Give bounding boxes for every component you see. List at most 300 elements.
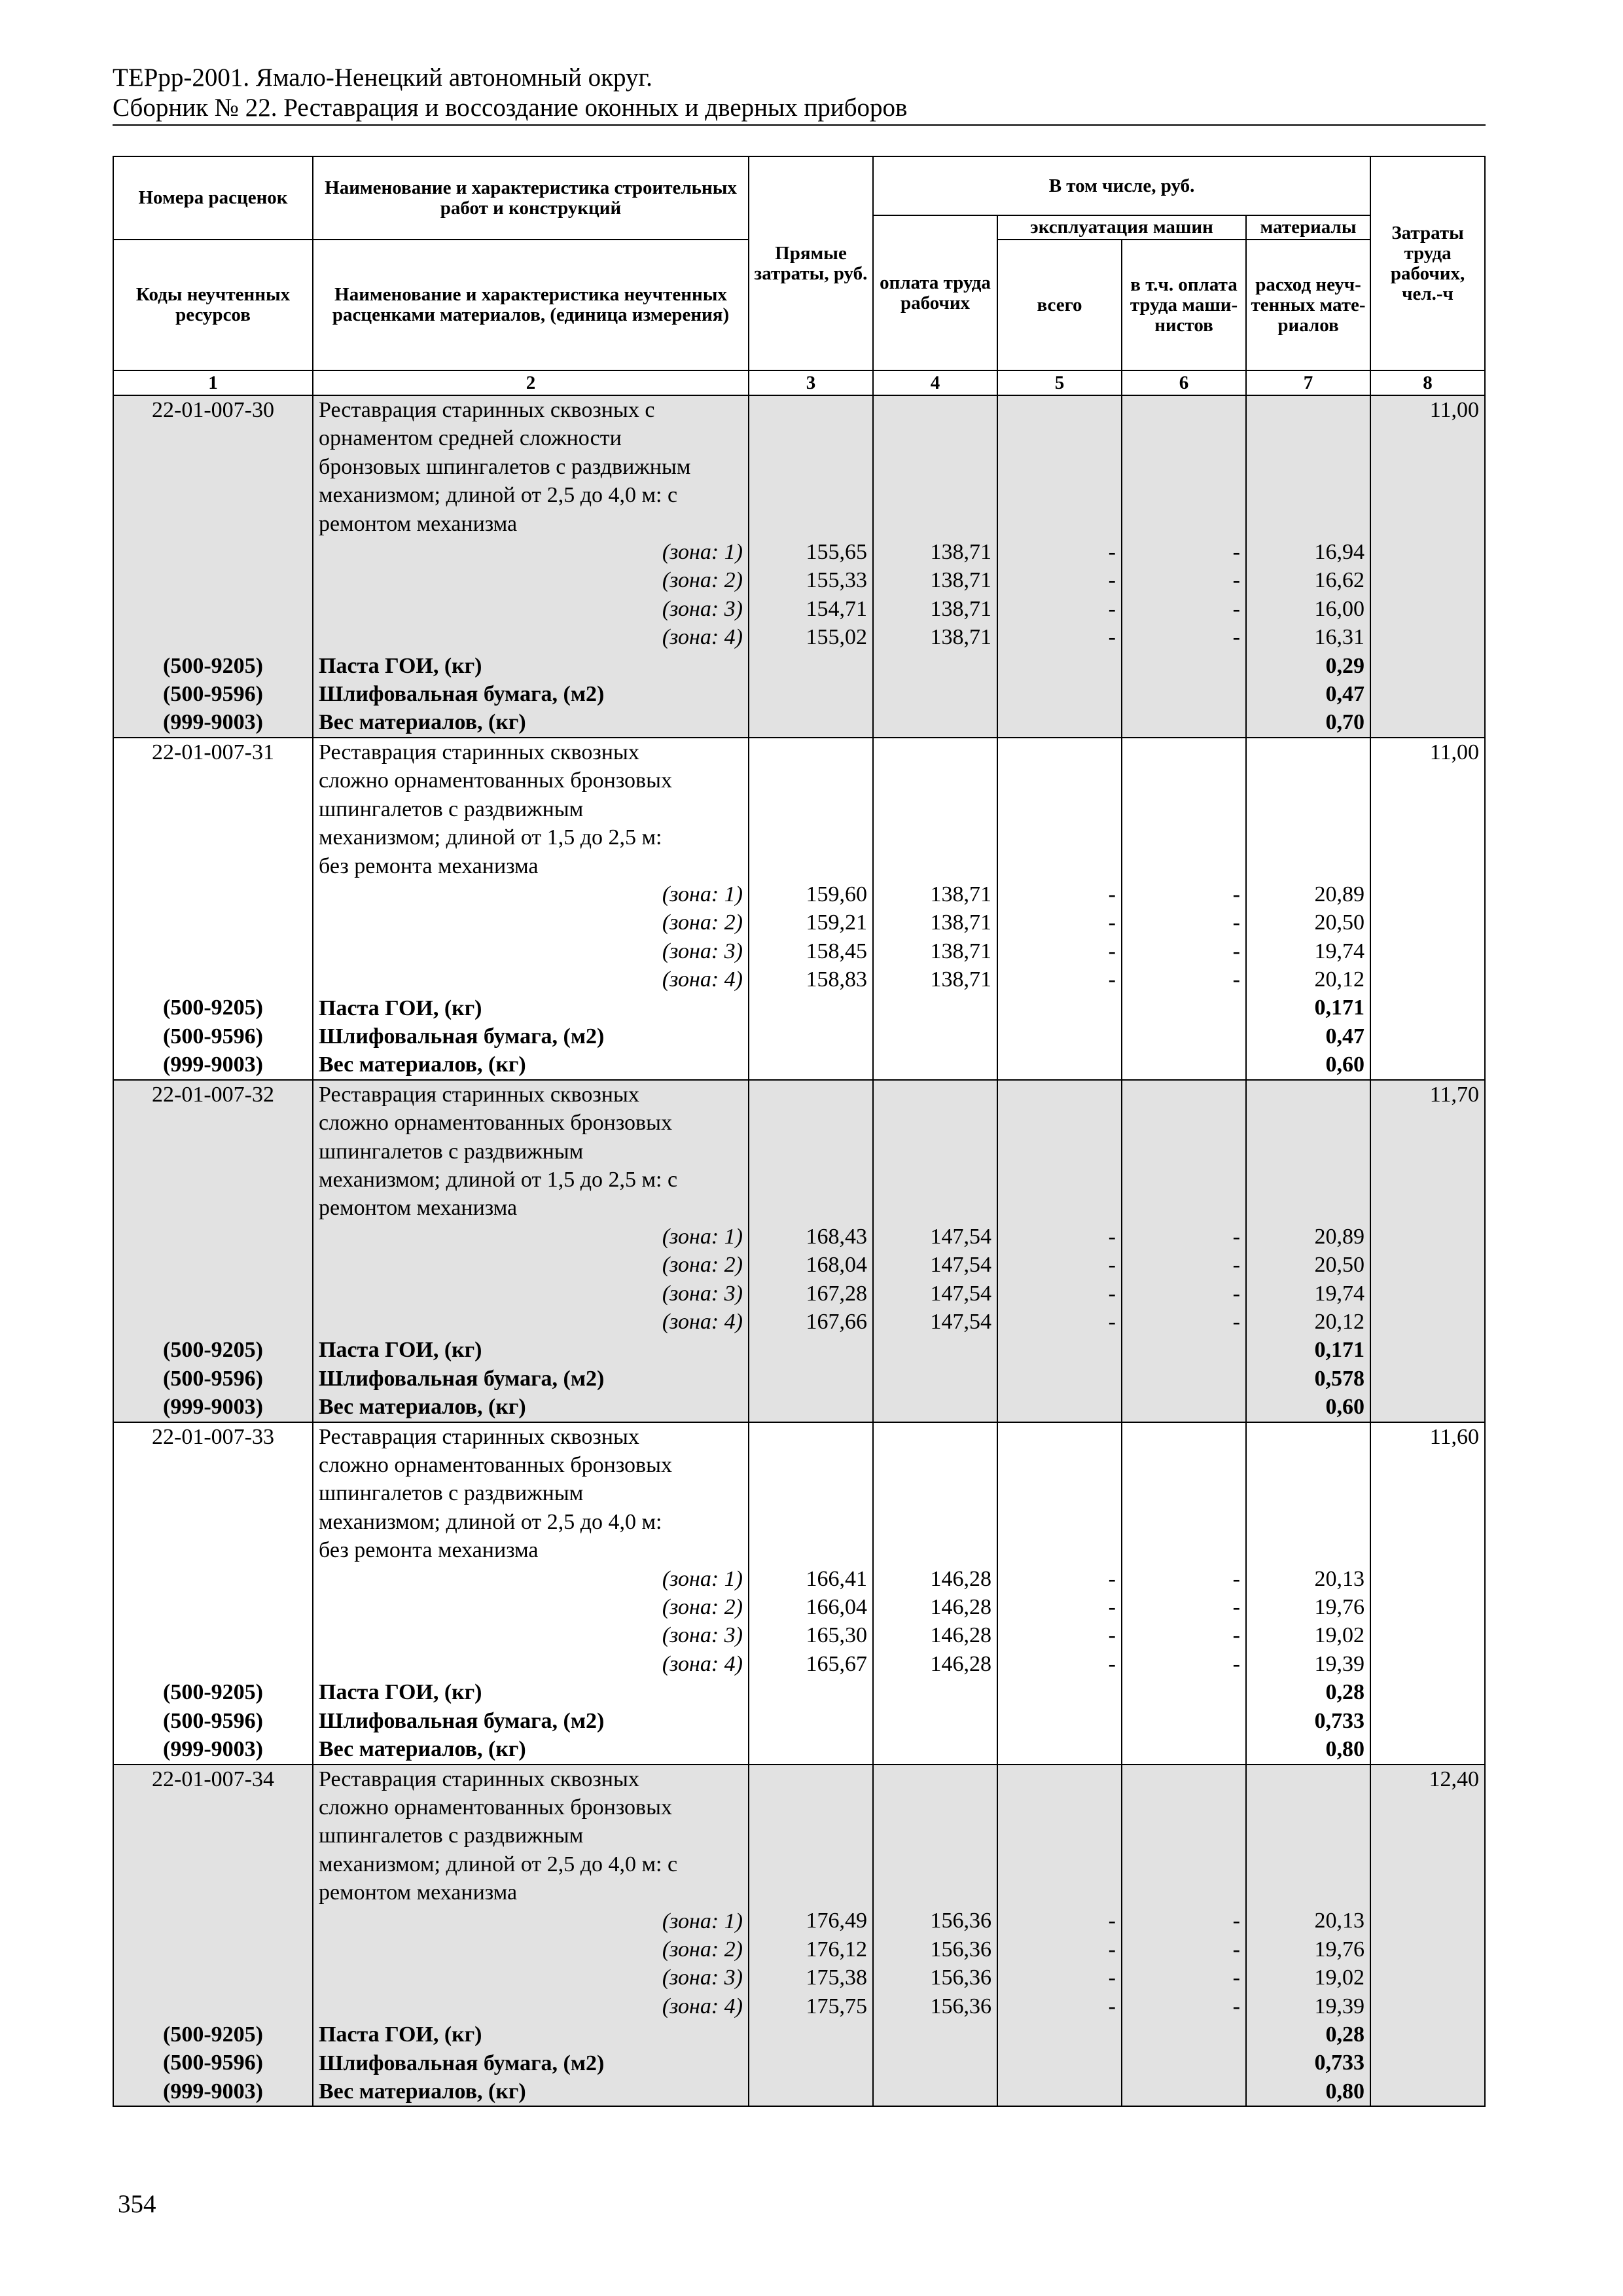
machinists-pay-value: - [1232, 967, 1240, 992]
machinists-pay-value: - [1232, 1253, 1240, 1278]
blank-line [119, 1850, 307, 1878]
resource-quantity: 0,28 [1325, 1680, 1365, 1705]
blank-line [1128, 1194, 1240, 1222]
zone-label: (зона: 2) [662, 910, 743, 935]
machines-total-value: - [1108, 1994, 1116, 2018]
resource-name: Шлифовальная бумага, (м2) [319, 1024, 605, 1049]
work-description-line: механизмом; длиной от 2,5 до 4,0 м: [319, 1509, 662, 1534]
labor-pay-cell [873, 738, 997, 1080]
column-number: 2 [313, 370, 749, 395]
labor-hours-value: 11,60 [1429, 1424, 1480, 1449]
machinists-pay-value: - [1232, 1594, 1240, 1619]
labor-pay-heading: оплата труда рабочих [873, 215, 997, 370]
zone-label: (зона: 1) [662, 882, 743, 906]
blank-line [119, 1992, 307, 2020]
blank-line [879, 424, 991, 452]
machinists-pay-cell [1122, 738, 1246, 1080]
resource-name: Вес материалов, (кг) [319, 2079, 526, 2104]
direct-cost-cell [749, 1080, 873, 1422]
zone-label: (зона: 1) [662, 1566, 743, 1591]
resource-code: (500-9596) [163, 1366, 263, 1391]
work-description-line: механизмом; длиной от 2,5 до 4,0 м: с [319, 1852, 678, 1876]
blank-line [755, 1166, 867, 1194]
col2-bottom-heading: Наименование и характеристика неучтенных расценками материалов, (единица измерения) [313, 240, 749, 370]
resource-code: (500-9596) [163, 2051, 263, 2075]
blank-line [119, 623, 307, 651]
blank-line [879, 766, 991, 795]
resource-quantity: 0,171 [1314, 996, 1365, 1020]
labor-cost-heading: Затраты труда рабочих, чел.-ч [1370, 156, 1485, 370]
direct-cost-cell [749, 1422, 873, 1765]
blank-line [1252, 795, 1364, 823]
direct-cost-value: 165,30 [806, 1623, 867, 1648]
blank-line [755, 1451, 867, 1479]
materials-value: 20,13 [1314, 1909, 1365, 1933]
blank-line [879, 1536, 991, 1564]
blank-line [119, 595, 307, 623]
materials-value: 16,94 [1314, 539, 1365, 564]
blank-line [1003, 1166, 1116, 1194]
blank-line [119, 823, 307, 852]
resource-quantity: 0,28 [1325, 2022, 1365, 2047]
blank-line [1128, 1878, 1240, 1907]
blank-line [119, 1194, 307, 1222]
resource-code: (500-9205) [163, 2022, 263, 2047]
blank-line [879, 823, 991, 852]
blank-line [755, 1878, 867, 1907]
resource-code: (999-9003) [163, 1736, 263, 1761]
blank-line [755, 795, 867, 823]
blank-line [1003, 1081, 1116, 1109]
direct-cost-value: 167,28 [806, 1281, 867, 1306]
blank-line [879, 795, 991, 823]
work-description-line: бронзовых шпингалетов с раздвижным [319, 454, 691, 479]
machines-heading: эксплуатация машин [997, 215, 1246, 240]
zone-label: (зона: 3) [662, 1623, 743, 1648]
machines-total-value: - [1108, 1566, 1116, 1591]
rate-code-cell [113, 1765, 313, 2107]
machines-total-value: - [1108, 1253, 1116, 1278]
resource-quantity: 0,29 [1325, 653, 1365, 678]
blank-line [1003, 481, 1116, 509]
description-cell [313, 1765, 749, 2107]
blank-line [119, 1935, 307, 1964]
resource-quantity: 0,733 [1314, 2051, 1365, 2075]
labor-hours-value: 11,00 [1429, 398, 1480, 422]
direct-cost-cell [749, 738, 873, 1080]
labor-hours-cell [1370, 1080, 1485, 1422]
header-line-1: ТЕРрр-2001. Ямало-Ненецкий автономный округ. [113, 63, 652, 92]
machines-total-value: - [1108, 1281, 1116, 1306]
machines-total-value: - [1108, 1965, 1116, 1990]
blank-line [879, 852, 991, 880]
blank-line [1128, 1423, 1240, 1451]
direct-cost-value: 155,65 [806, 539, 867, 564]
resource-quantity: 0,47 [1325, 681, 1365, 706]
zone-label: (зона: 4) [662, 625, 743, 650]
materials-cell [1246, 1080, 1370, 1422]
machines-total-value: - [1108, 1594, 1116, 1619]
blank-line [755, 1138, 867, 1166]
blank-line [119, 1508, 307, 1536]
zone-label: (зона: 4) [662, 1310, 743, 1334]
labor-pay-value: 146,28 [930, 1566, 991, 1591]
blank-line [879, 1194, 991, 1222]
blank-line [1128, 795, 1240, 823]
blank-line [119, 1821, 307, 1850]
blank-line [879, 510, 991, 538]
materials-value: 20,89 [1314, 882, 1365, 906]
rate-code: 22-01-007-33 [152, 1424, 274, 1449]
blank-line [1128, 852, 1240, 880]
zone-label: (зона: 3) [662, 1281, 743, 1306]
resource-code: (500-9596) [163, 1024, 263, 1049]
blank-line [1128, 1821, 1240, 1850]
resource-code: (500-9596) [163, 1708, 263, 1733]
labor-pay-value: 138,71 [930, 625, 991, 650]
materials-cell [1246, 1422, 1370, 1765]
work-description-line: ремонтом механизма [319, 1196, 518, 1221]
blank-line [1003, 795, 1116, 823]
blank-line [1252, 1109, 1364, 1137]
blank-line [1128, 738, 1240, 766]
blank-line [119, 1308, 307, 1336]
blank-line [1003, 1878, 1116, 1907]
labor-pay-value: 138,71 [930, 939, 991, 963]
rate-code: 22-01-007-34 [152, 1767, 274, 1791]
resource-code: (500-9205) [163, 653, 263, 678]
resource-name: Паста ГОИ, (кг) [319, 2022, 482, 2047]
machines-total-value: - [1108, 539, 1116, 564]
blank-line [1128, 1479, 1240, 1507]
zone-label: (зона: 1) [662, 1909, 743, 1933]
blank-line [1128, 1451, 1240, 1479]
resource-code: (999-9003) [163, 1052, 263, 1077]
blank-line [755, 823, 867, 852]
blank-line [1128, 1138, 1240, 1166]
blank-line [879, 1138, 991, 1166]
blank-line [1252, 1850, 1364, 1878]
labor-hours-value: 12,40 [1429, 1767, 1480, 1791]
materials-value: 20,12 [1314, 967, 1365, 992]
blank-line [1128, 1166, 1240, 1194]
col2-top-heading: Наименование и характеристика строительных работ и конструкций [313, 156, 749, 240]
machines-total-value: - [1108, 1224, 1116, 1249]
machinists-pay-value: - [1232, 1224, 1240, 1249]
direct-cost-cell [749, 395, 873, 738]
blank-line [1252, 396, 1364, 424]
resource-code: (500-9596) [163, 681, 263, 706]
work-description-line: шпингалетов с раздвижным [319, 1139, 584, 1164]
resource-code: (500-9205) [163, 996, 263, 1020]
blank-line [879, 1765, 991, 1793]
blank-line [755, 1793, 867, 1821]
machines-total-value: - [1108, 1909, 1116, 1933]
blank-line [119, 1223, 307, 1251]
machinists-pay-value: - [1232, 1651, 1240, 1676]
page-number: 354 [118, 2190, 156, 2218]
machinists-pay-value: - [1232, 568, 1240, 593]
blank-line [1252, 481, 1364, 509]
blank-line [119, 1565, 307, 1593]
rate-entry [113, 1765, 1485, 2107]
zone-label: (зона: 4) [662, 1994, 743, 2018]
resource-name: Вес материалов, (кг) [319, 710, 526, 735]
blank-line [755, 852, 867, 880]
column-number: 1 [113, 370, 313, 395]
blank-line [1252, 738, 1364, 766]
resource-code: (500-9205) [163, 1680, 263, 1705]
blank-line [1003, 510, 1116, 538]
blank-line [879, 1423, 991, 1451]
blank-line [1252, 510, 1364, 538]
zone-label: (зона: 4) [662, 967, 743, 992]
blank-line [755, 424, 867, 452]
blank-line [1128, 1081, 1240, 1109]
direct-cost-value: 166,41 [806, 1566, 867, 1591]
materials-value: 20,50 [1314, 910, 1365, 935]
blank-line [1003, 1850, 1116, 1878]
blank-line [1128, 766, 1240, 795]
blank-line [755, 1508, 867, 1536]
blank-line [755, 1536, 867, 1564]
resource-quantity: 0,80 [1325, 2079, 1365, 2104]
labor-hours-cell [1370, 395, 1485, 738]
blank-line [879, 453, 991, 481]
rate-code-cell [113, 1080, 313, 1422]
blank-line [119, 1166, 307, 1194]
blank-line [755, 1081, 867, 1109]
blank-line [1252, 1508, 1364, 1536]
resource-code: (999-9003) [163, 2079, 263, 2104]
zone-label: (зона: 3) [662, 596, 743, 621]
blank-line [1252, 1793, 1364, 1821]
resource-name: Вес материалов, (кг) [319, 1052, 526, 1077]
blank-line [119, 795, 307, 823]
labor-pay-value: 147,54 [930, 1253, 991, 1278]
work-description-line: шпингалетов с раздвижным [319, 1481, 584, 1506]
direct-cost-value: 154,71 [806, 596, 867, 621]
blank-line [755, 1479, 867, 1507]
direct-cost-value: 158,45 [806, 939, 867, 963]
work-description-line: без ремонта механизма [319, 1538, 539, 1563]
blank-line [1003, 1765, 1116, 1793]
page-header [113, 63, 1486, 126]
materials-value: 19,02 [1314, 1965, 1365, 1990]
rate-code-cell [113, 395, 313, 738]
blank-line [879, 738, 991, 766]
blank-line [1252, 1878, 1364, 1907]
header-rule [113, 124, 1486, 126]
direct-cost-value: 175,38 [806, 1965, 867, 1990]
labor-pay-value: 156,36 [930, 1994, 991, 2018]
blank-line [119, 965, 307, 994]
zone-label: (зона: 4) [662, 1651, 743, 1676]
blank-line [1003, 1138, 1116, 1166]
machines-total-cell [997, 1422, 1122, 1765]
work-description-line: механизмом; длиной от 2,5 до 4,0 м: с [319, 483, 678, 508]
materials-value: 16,62 [1314, 568, 1365, 593]
resource-code: (999-9003) [163, 1395, 263, 1420]
blank-line [119, 1451, 307, 1479]
col1-top-heading: Номера расценок [113, 156, 313, 240]
blank-line [1252, 1166, 1364, 1194]
blank-line [119, 1109, 307, 1137]
rate-code-cell [113, 1422, 313, 1765]
blank-line [1252, 823, 1364, 852]
blank-line [119, 908, 307, 937]
rate-code: 22-01-007-31 [152, 740, 274, 764]
resource-name: Паста ГОИ, (кг) [319, 1338, 482, 1363]
blank-line [119, 424, 307, 452]
blank-line [755, 481, 867, 509]
machines-total-heading: всего [997, 240, 1122, 370]
resource-name: Шлифовальная бумага, (м2) [319, 1708, 605, 1733]
machinists-pay-value: - [1232, 625, 1240, 650]
blank-line [1003, 396, 1116, 424]
direct-cost-value: 159,60 [806, 882, 867, 906]
materials-value: 20,13 [1314, 1566, 1365, 1591]
blank-line [119, 538, 307, 566]
zone-label: (зона: 2) [662, 1253, 743, 1278]
blank-line [1252, 1821, 1364, 1850]
labor-pay-value: 146,28 [930, 1623, 991, 1648]
materials-value: 19,39 [1314, 1651, 1365, 1676]
blank-line [755, 510, 867, 538]
work-description-line: сложно орнаментованных бронзовых [319, 1453, 672, 1478]
blank-line [119, 1964, 307, 1992]
machinists-pay-value: - [1232, 1909, 1240, 1933]
blank-line [1128, 1536, 1240, 1564]
blank-line [879, 1109, 991, 1137]
resource-name: Паста ГОИ, (кг) [319, 653, 482, 678]
labor-pay-value: 147,54 [930, 1224, 991, 1249]
blank-line [119, 1793, 307, 1821]
blank-line [1252, 1536, 1364, 1564]
resource-quantity: 0,80 [1325, 1737, 1365, 1762]
blank-line [1003, 852, 1116, 880]
blank-line [1252, 453, 1364, 481]
blank-line [1252, 1451, 1364, 1479]
column-number: 5 [997, 370, 1122, 395]
column-number: 3 [749, 370, 873, 395]
direct-cost-value: 165,67 [806, 1651, 867, 1676]
machinists-pay-value: - [1232, 1937, 1240, 1962]
resource-quantity: 0,47 [1325, 1024, 1365, 1049]
resource-quantity: 0,578 [1314, 1366, 1365, 1391]
labor-pay-value: 138,71 [930, 539, 991, 564]
labor-hours-cell [1370, 1422, 1485, 1765]
blank-line [1252, 1423, 1364, 1451]
blank-line [1252, 1138, 1364, 1166]
resource-name: Шлифовальная бумага, (м2) [319, 1366, 605, 1391]
zone-label: (зона: 3) [662, 1965, 743, 1990]
machinists-pay-heading: в т.ч. оплата труда маши-нистов [1122, 240, 1246, 370]
machinists-pay-value: - [1232, 539, 1240, 564]
machines-total-value: - [1108, 939, 1116, 963]
blank-line [755, 766, 867, 795]
zone-label: (зона: 3) [662, 939, 743, 963]
blank-line [1128, 1850, 1240, 1878]
description-cell [313, 1422, 749, 1765]
blank-line [755, 1194, 867, 1222]
blank-line [1003, 766, 1116, 795]
work-description-line: сложно орнаментованных бронзовых [319, 1795, 672, 1820]
direct-cost-value: 158,83 [806, 967, 867, 992]
resource-name: Шлифовальная бумага, (м2) [319, 682, 605, 707]
materials-cell [1246, 395, 1370, 738]
machinists-pay-cell [1122, 1765, 1246, 2107]
blank-line [755, 1821, 867, 1850]
blank-line [1252, 1081, 1364, 1109]
direct-cost-value: 166,04 [806, 1594, 867, 1619]
in-that-heading: В том числе, руб. [873, 156, 1370, 215]
blank-line [1003, 1793, 1116, 1821]
labor-pay-value: 138,71 [930, 967, 991, 992]
machines-total-value: - [1108, 1937, 1116, 1962]
header-line-2: Сборник № 22. Реставрация и воссоздание оконных и дверных приборов [113, 94, 908, 122]
resource-quantity: 0,733 [1314, 1708, 1365, 1733]
blank-line [879, 1081, 991, 1109]
blank-line [1128, 1508, 1240, 1536]
work-description-line: сложно орнаментованных бронзовых [319, 768, 672, 793]
blank-line [119, 852, 307, 880]
blank-line [879, 1451, 991, 1479]
rate-entry [113, 1080, 1485, 1422]
blank-line [119, 1907, 307, 1935]
blank-line [1252, 424, 1364, 452]
resource-code: (500-9205) [163, 1338, 263, 1363]
resource-name: Шлифовальная бумага, (м2) [319, 2051, 605, 2075]
materials-value: 20,50 [1314, 1253, 1365, 1278]
blank-line [119, 1479, 307, 1507]
blank-line [755, 738, 867, 766]
direct-cost-cell [749, 1765, 873, 2107]
blank-line [119, 1650, 307, 1678]
direct-cost-value: 176,49 [806, 1909, 867, 1933]
work-description-line: сложно орнаментованных бронзовых [319, 1111, 672, 1136]
machinists-pay-cell [1122, 1080, 1246, 1422]
blank-line [1003, 823, 1116, 852]
zone-label: (зона: 2) [662, 1937, 743, 1962]
direct-cost-value: 175,75 [806, 1994, 867, 2018]
blank-line [879, 1166, 991, 1194]
work-description-line: Реставрация старинных сквозных [319, 740, 639, 764]
blank-line [879, 481, 991, 509]
blank-line [119, 1621, 307, 1649]
blank-line [1003, 1508, 1116, 1536]
machines-total-value: - [1108, 568, 1116, 593]
blank-line [1252, 1765, 1364, 1793]
direct-cost-value: 176,12 [806, 1937, 867, 1962]
rate-entry [113, 395, 1485, 738]
blank-line [755, 453, 867, 481]
materials-value: 19,74 [1314, 1281, 1365, 1306]
blank-line [1003, 1423, 1116, 1451]
machines-total-value: - [1108, 910, 1116, 935]
labor-pay-value: 138,71 [930, 882, 991, 906]
machines-total-cell [997, 1080, 1122, 1422]
column-number: 7 [1246, 370, 1370, 395]
blank-line [119, 1251, 307, 1279]
blank-line [1128, 481, 1240, 509]
blank-line [879, 1793, 991, 1821]
materials-value: 16,00 [1314, 596, 1365, 621]
labor-pay-value: 156,36 [930, 1909, 991, 1933]
rate-code: 22-01-007-32 [152, 1082, 274, 1107]
blank-line [1252, 1194, 1364, 1222]
materials-value: 20,12 [1314, 1309, 1365, 1334]
